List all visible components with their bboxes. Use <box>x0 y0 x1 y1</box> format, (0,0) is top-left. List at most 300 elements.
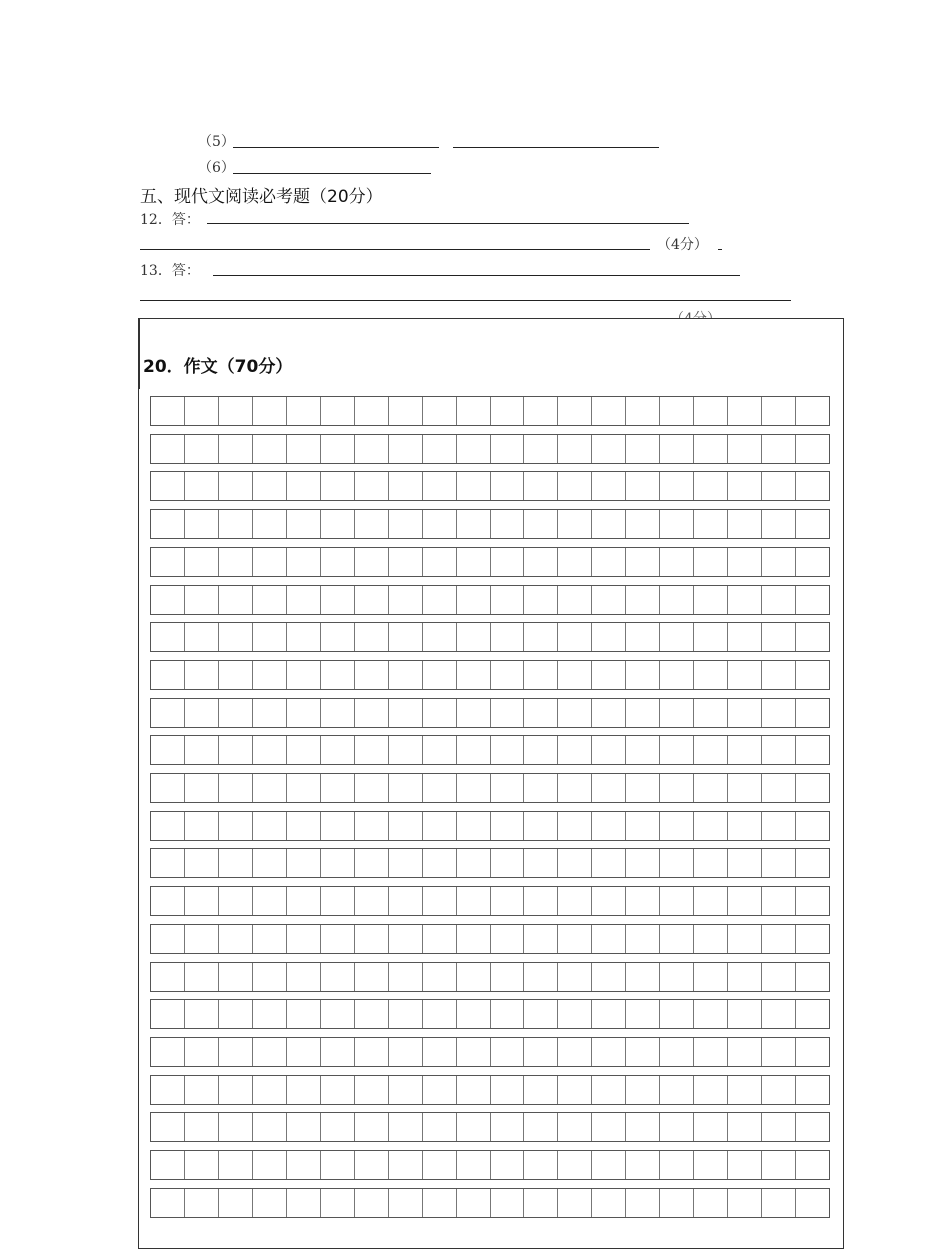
grid-cell[interactable] <box>592 1000 626 1028</box>
grid-cell[interactable] <box>253 661 287 689</box>
grid-cell[interactable] <box>185 887 219 915</box>
grid-cell[interactable] <box>287 849 321 877</box>
grid-cell[interactable] <box>287 661 321 689</box>
grid-cell[interactable] <box>626 849 660 877</box>
grid-cell[interactable] <box>151 1189 185 1217</box>
grid-cell[interactable] <box>321 435 355 463</box>
grid-cell[interactable] <box>219 472 253 500</box>
grid-cell[interactable] <box>660 736 694 764</box>
grid-cell[interactable] <box>185 1000 219 1028</box>
grid-cell[interactable] <box>185 397 219 425</box>
grid-cell[interactable] <box>355 774 389 802</box>
grid-cell[interactable] <box>151 736 185 764</box>
grid-cell[interactable] <box>762 1000 796 1028</box>
grid-cell[interactable] <box>457 963 491 991</box>
grid-cell[interactable] <box>728 661 762 689</box>
grid-cell[interactable] <box>660 586 694 614</box>
grid-cell[interactable] <box>219 963 253 991</box>
grid-cell[interactable] <box>762 586 796 614</box>
grid-cell[interactable] <box>491 510 525 538</box>
grid-cell[interactable] <box>762 472 796 500</box>
grid-cell[interactable] <box>355 472 389 500</box>
grid-cell[interactable] <box>389 548 423 576</box>
grid-cell[interactable] <box>389 1000 423 1028</box>
grid-cell[interactable] <box>796 510 829 538</box>
grid-cell[interactable] <box>253 472 287 500</box>
grid-cell[interactable] <box>219 397 253 425</box>
grid-cell[interactable] <box>491 963 525 991</box>
grid-cell[interactable] <box>694 963 728 991</box>
grid-cell[interactable] <box>389 963 423 991</box>
grid-cell[interactable] <box>491 925 525 953</box>
grid-cell[interactable] <box>796 586 829 614</box>
grid-cell[interactable] <box>389 1076 423 1104</box>
grid-cell[interactable] <box>491 397 525 425</box>
grid-cell[interactable] <box>660 1000 694 1028</box>
grid-cell[interactable] <box>796 1000 829 1028</box>
grid-cell[interactable] <box>796 397 829 425</box>
grid-cell[interactable] <box>253 435 287 463</box>
grid-cell[interactable] <box>762 699 796 727</box>
grid-cell[interactable] <box>796 435 829 463</box>
grid-cell[interactable] <box>457 1113 491 1141</box>
grid-cell[interactable] <box>151 586 185 614</box>
grid-cell[interactable] <box>660 548 694 576</box>
grid-cell[interactable] <box>592 548 626 576</box>
grid-cell[interactable] <box>524 963 558 991</box>
grid-cell[interactable] <box>762 1076 796 1104</box>
grid-cell[interactable] <box>457 548 491 576</box>
grid-cell[interactable] <box>660 1151 694 1179</box>
grid-cell[interactable] <box>558 1151 592 1179</box>
grid-cell[interactable] <box>253 397 287 425</box>
grid-cell[interactable] <box>457 925 491 953</box>
grid-cell[interactable] <box>694 849 728 877</box>
grid-cell[interactable] <box>626 925 660 953</box>
grid-cell[interactable] <box>219 548 253 576</box>
grid-cell[interactable] <box>185 1113 219 1141</box>
q6-answer-blank[interactable] <box>233 173 431 174</box>
grid-cell[interactable] <box>219 774 253 802</box>
grid-cell[interactable] <box>423 1000 457 1028</box>
grid-cell[interactable] <box>728 397 762 425</box>
grid-cell[interactable] <box>592 736 626 764</box>
grid-cell[interactable] <box>219 925 253 953</box>
grid-cell[interactable] <box>524 623 558 651</box>
grid-cell[interactable] <box>796 548 829 576</box>
q5-answer-blank-1[interactable] <box>233 147 439 148</box>
grid-cell[interactable] <box>491 623 525 651</box>
grid-cell[interactable] <box>219 623 253 651</box>
grid-cell[interactable] <box>592 925 626 953</box>
grid-cell[interactable] <box>491 1151 525 1179</box>
grid-cell[interactable] <box>728 472 762 500</box>
grid-cell[interactable] <box>626 812 660 840</box>
grid-cell[interactable] <box>491 887 525 915</box>
grid-cell[interactable] <box>491 586 525 614</box>
grid-cell[interactable] <box>321 623 355 651</box>
grid-cell[interactable] <box>287 925 321 953</box>
grid-cell[interactable] <box>728 435 762 463</box>
grid-cell[interactable] <box>219 736 253 764</box>
grid-cell[interactable] <box>321 1189 355 1217</box>
grid-cell[interactable] <box>355 1151 389 1179</box>
grid-cell[interactable] <box>287 1000 321 1028</box>
grid-cell[interactable] <box>728 736 762 764</box>
grid-cell[interactable] <box>457 736 491 764</box>
grid-cell[interactable] <box>626 548 660 576</box>
grid-cell[interactable] <box>728 1038 762 1066</box>
grid-cell[interactable] <box>660 812 694 840</box>
grid-cell[interactable] <box>457 849 491 877</box>
grid-cell[interactable] <box>253 736 287 764</box>
grid-cell[interactable] <box>558 1038 592 1066</box>
grid-cell[interactable] <box>592 849 626 877</box>
grid-cell[interactable] <box>355 1189 389 1217</box>
grid-cell[interactable] <box>389 1113 423 1141</box>
grid-cell[interactable] <box>626 510 660 538</box>
grid-cell[interactable] <box>219 887 253 915</box>
grid-cell[interactable] <box>287 736 321 764</box>
grid-cell[interactable] <box>321 510 355 538</box>
grid-cell[interactable] <box>185 548 219 576</box>
grid-cell[interactable] <box>253 548 287 576</box>
q13-answer-blank-1[interactable] <box>213 275 740 276</box>
grid-cell[interactable] <box>626 586 660 614</box>
grid-cell[interactable] <box>660 435 694 463</box>
grid-cell[interactable] <box>185 925 219 953</box>
grid-cell[interactable] <box>457 1151 491 1179</box>
grid-cell[interactable] <box>762 736 796 764</box>
grid-cell[interactable] <box>423 963 457 991</box>
grid-cell[interactable] <box>728 510 762 538</box>
grid-cell[interactable] <box>524 1038 558 1066</box>
grid-cell[interactable] <box>796 699 829 727</box>
grid-cell[interactable] <box>626 623 660 651</box>
grid-cell[interactable] <box>491 1076 525 1104</box>
grid-cell[interactable] <box>762 510 796 538</box>
grid-cell[interactable] <box>558 1113 592 1141</box>
grid-cell[interactable] <box>728 1189 762 1217</box>
grid-cell[interactable] <box>660 510 694 538</box>
grid-cell[interactable] <box>321 887 355 915</box>
grid-cell[interactable] <box>728 623 762 651</box>
grid-cell[interactable] <box>423 472 457 500</box>
grid-cell[interactable] <box>355 812 389 840</box>
grid-cell[interactable] <box>558 1189 592 1217</box>
grid-cell[interactable] <box>423 1189 457 1217</box>
grid-cell[interactable] <box>151 925 185 953</box>
grid-cell[interactable] <box>287 1038 321 1066</box>
grid-cell[interactable] <box>355 623 389 651</box>
grid-cell[interactable] <box>151 963 185 991</box>
grid-cell[interactable] <box>389 812 423 840</box>
grid-cell[interactable] <box>524 736 558 764</box>
grid-cell[interactable] <box>423 887 457 915</box>
grid-cell[interactable] <box>151 661 185 689</box>
grid-cell[interactable] <box>389 1151 423 1179</box>
grid-cell[interactable] <box>253 1151 287 1179</box>
grid-cell[interactable] <box>253 699 287 727</box>
grid-cell[interactable] <box>321 699 355 727</box>
grid-cell[interactable] <box>626 472 660 500</box>
grid-cell[interactable] <box>762 661 796 689</box>
grid-cell[interactable] <box>762 1189 796 1217</box>
grid-cell[interactable] <box>626 1113 660 1141</box>
grid-cell[interactable] <box>253 925 287 953</box>
grid-cell[interactable] <box>762 1038 796 1066</box>
grid-cell[interactable] <box>524 699 558 727</box>
grid-cell[interactable] <box>253 812 287 840</box>
grid-cell[interactable] <box>185 586 219 614</box>
grid-cell[interactable] <box>694 812 728 840</box>
grid-cell[interactable] <box>558 397 592 425</box>
grid-cell[interactable] <box>694 1000 728 1028</box>
grid-cell[interactable] <box>626 1151 660 1179</box>
grid-cell[interactable] <box>355 661 389 689</box>
grid-cell[interactable] <box>423 1076 457 1104</box>
grid-cell[interactable] <box>626 1000 660 1028</box>
grid-cell[interactable] <box>491 548 525 576</box>
grid-cell[interactable] <box>185 435 219 463</box>
grid-cell[interactable] <box>185 1038 219 1066</box>
grid-cell[interactable] <box>457 812 491 840</box>
grid-cell[interactable] <box>389 435 423 463</box>
grid-cell[interactable] <box>762 963 796 991</box>
grid-cell[interactable] <box>762 925 796 953</box>
grid-cell[interactable] <box>423 548 457 576</box>
grid-cell[interactable] <box>185 963 219 991</box>
grid-cell[interactable] <box>423 510 457 538</box>
grid-cell[interactable] <box>389 510 423 538</box>
grid-cell[interactable] <box>423 774 457 802</box>
grid-cell[interactable] <box>762 548 796 576</box>
grid-cell[interactable] <box>728 1000 762 1028</box>
grid-cell[interactable] <box>796 887 829 915</box>
grid-cell[interactable] <box>524 548 558 576</box>
grid-cell[interactable] <box>321 661 355 689</box>
grid-cell[interactable] <box>694 586 728 614</box>
grid-cell[interactable] <box>287 1151 321 1179</box>
grid-cell[interactable] <box>457 1000 491 1028</box>
grid-cell[interactable] <box>762 623 796 651</box>
grid-cell[interactable] <box>457 623 491 651</box>
grid-cell[interactable] <box>660 1113 694 1141</box>
grid-cell[interactable] <box>389 925 423 953</box>
grid-cell[interactable] <box>524 1113 558 1141</box>
grid-cell[interactable] <box>185 849 219 877</box>
grid-cell[interactable] <box>253 887 287 915</box>
grid-cell[interactable] <box>491 774 525 802</box>
grid-cell[interactable] <box>626 963 660 991</box>
grid-cell[interactable] <box>694 435 728 463</box>
grid-cell[interactable] <box>558 849 592 877</box>
grid-cell[interactable] <box>423 849 457 877</box>
grid-cell[interactable] <box>796 1038 829 1066</box>
grid-cell[interactable] <box>253 586 287 614</box>
grid-cell[interactable] <box>694 887 728 915</box>
grid-cell[interactable] <box>287 812 321 840</box>
grid-cell[interactable] <box>287 699 321 727</box>
grid-cell[interactable] <box>762 887 796 915</box>
grid-cell[interactable] <box>558 887 592 915</box>
grid-cell[interactable] <box>592 661 626 689</box>
grid-cell[interactable] <box>389 1189 423 1217</box>
grid-cell[interactable] <box>389 661 423 689</box>
grid-cell[interactable] <box>660 887 694 915</box>
grid-cell[interactable] <box>558 774 592 802</box>
grid-cell[interactable] <box>151 1076 185 1104</box>
grid-cell[interactable] <box>558 548 592 576</box>
grid-cell[interactable] <box>389 774 423 802</box>
grid-cell[interactable] <box>694 397 728 425</box>
grid-cell[interactable] <box>457 774 491 802</box>
grid-cell[interactable] <box>626 887 660 915</box>
grid-cell[interactable] <box>287 623 321 651</box>
grid-cell[interactable] <box>762 812 796 840</box>
q12-answer-blank-1[interactable] <box>207 223 689 224</box>
grid-cell[interactable] <box>151 435 185 463</box>
grid-cell[interactable] <box>694 661 728 689</box>
grid-cell[interactable] <box>524 1000 558 1028</box>
q5-answer-blank-2[interactable] <box>453 147 659 148</box>
grid-cell[interactable] <box>694 1151 728 1179</box>
grid-cell[interactable] <box>491 1189 525 1217</box>
grid-cell[interactable] <box>253 774 287 802</box>
grid-cell[interactable] <box>694 1189 728 1217</box>
grid-cell[interactable] <box>219 1189 253 1217</box>
grid-cell[interactable] <box>592 812 626 840</box>
grid-cell[interactable] <box>151 1151 185 1179</box>
grid-cell[interactable] <box>592 586 626 614</box>
grid-cell[interactable] <box>321 397 355 425</box>
grid-cell[interactable] <box>728 1076 762 1104</box>
grid-cell[interactable] <box>491 1113 525 1141</box>
grid-cell[interactable] <box>592 1038 626 1066</box>
grid-cell[interactable] <box>185 699 219 727</box>
grid-cell[interactable] <box>355 1000 389 1028</box>
grid-cell[interactable] <box>423 586 457 614</box>
grid-cell[interactable] <box>491 472 525 500</box>
grid-cell[interactable] <box>389 849 423 877</box>
grid-cell[interactable] <box>219 849 253 877</box>
grid-cell[interactable] <box>355 736 389 764</box>
grid-cell[interactable] <box>796 1076 829 1104</box>
grid-cell[interactable] <box>660 849 694 877</box>
grid-cell[interactable] <box>457 1038 491 1066</box>
grid-cell[interactable] <box>592 774 626 802</box>
grid-cell[interactable] <box>694 774 728 802</box>
grid-cell[interactable] <box>694 925 728 953</box>
grid-cell[interactable] <box>219 510 253 538</box>
grid-cell[interactable] <box>321 548 355 576</box>
grid-cell[interactable] <box>694 1113 728 1141</box>
grid-cell[interactable] <box>524 397 558 425</box>
grid-cell[interactable] <box>423 661 457 689</box>
grid-cell[interactable] <box>524 1151 558 1179</box>
grid-cell[interactable] <box>321 1038 355 1066</box>
grid-cell[interactable] <box>558 661 592 689</box>
grid-cell[interactable] <box>728 586 762 614</box>
grid-cell[interactable] <box>253 1076 287 1104</box>
grid-cell[interactable] <box>287 963 321 991</box>
grid-cell[interactable] <box>796 1113 829 1141</box>
grid-cell[interactable] <box>728 774 762 802</box>
grid-cell[interactable] <box>219 586 253 614</box>
grid-cell[interactable] <box>185 510 219 538</box>
grid-cell[interactable] <box>321 849 355 877</box>
grid-cell[interactable] <box>287 586 321 614</box>
grid-cell[interactable] <box>796 925 829 953</box>
grid-cell[interactable] <box>389 623 423 651</box>
grid-cell[interactable] <box>694 472 728 500</box>
grid-cell[interactable] <box>151 1038 185 1066</box>
grid-cell[interactable] <box>389 736 423 764</box>
grid-cell[interactable] <box>355 397 389 425</box>
grid-cell[interactable] <box>558 1000 592 1028</box>
grid-cell[interactable] <box>660 774 694 802</box>
grid-cell[interactable] <box>151 472 185 500</box>
grid-cell[interactable] <box>321 1076 355 1104</box>
grid-cell[interactable] <box>728 925 762 953</box>
grid-cell[interactable] <box>694 623 728 651</box>
grid-cell[interactable] <box>558 472 592 500</box>
grid-cell[interactable] <box>219 1000 253 1028</box>
grid-cell[interactable] <box>796 1151 829 1179</box>
grid-cell[interactable] <box>660 699 694 727</box>
grid-cell[interactable] <box>151 699 185 727</box>
grid-cell[interactable] <box>728 812 762 840</box>
grid-cell[interactable] <box>355 435 389 463</box>
grid-cell[interactable] <box>219 661 253 689</box>
grid-cell[interactable] <box>524 849 558 877</box>
grid-cell[interactable] <box>558 963 592 991</box>
grid-cell[interactable] <box>423 736 457 764</box>
grid-cell[interactable] <box>592 1189 626 1217</box>
grid-cell[interactable] <box>457 1076 491 1104</box>
grid-cell[interactable] <box>219 812 253 840</box>
grid-cell[interactable] <box>287 397 321 425</box>
grid-cell[interactable] <box>151 887 185 915</box>
grid-cell[interactable] <box>796 963 829 991</box>
grid-cell[interactable] <box>253 1038 287 1066</box>
grid-cell[interactable] <box>524 1076 558 1104</box>
grid-cell[interactable] <box>219 1076 253 1104</box>
grid-cell[interactable] <box>558 699 592 727</box>
grid-cell[interactable] <box>524 472 558 500</box>
grid-cell[interactable] <box>253 1113 287 1141</box>
grid-cell[interactable] <box>355 1113 389 1141</box>
grid-cell[interactable] <box>287 774 321 802</box>
grid-cell[interactable] <box>660 925 694 953</box>
grid-cell[interactable] <box>762 849 796 877</box>
grid-cell[interactable] <box>423 623 457 651</box>
grid-cell[interactable] <box>660 661 694 689</box>
grid-cell[interactable] <box>796 661 829 689</box>
grid-cell[interactable] <box>660 623 694 651</box>
grid-cell[interactable] <box>491 1038 525 1066</box>
grid-cell[interactable] <box>457 586 491 614</box>
grid-cell[interactable] <box>457 887 491 915</box>
grid-cell[interactable] <box>796 472 829 500</box>
grid-cell[interactable] <box>558 736 592 764</box>
grid-cell[interactable] <box>592 397 626 425</box>
grid-cell[interactable] <box>660 963 694 991</box>
grid-cell[interactable] <box>796 623 829 651</box>
grid-cell[interactable] <box>423 812 457 840</box>
grid-cell[interactable] <box>457 435 491 463</box>
grid-cell[interactable] <box>558 510 592 538</box>
